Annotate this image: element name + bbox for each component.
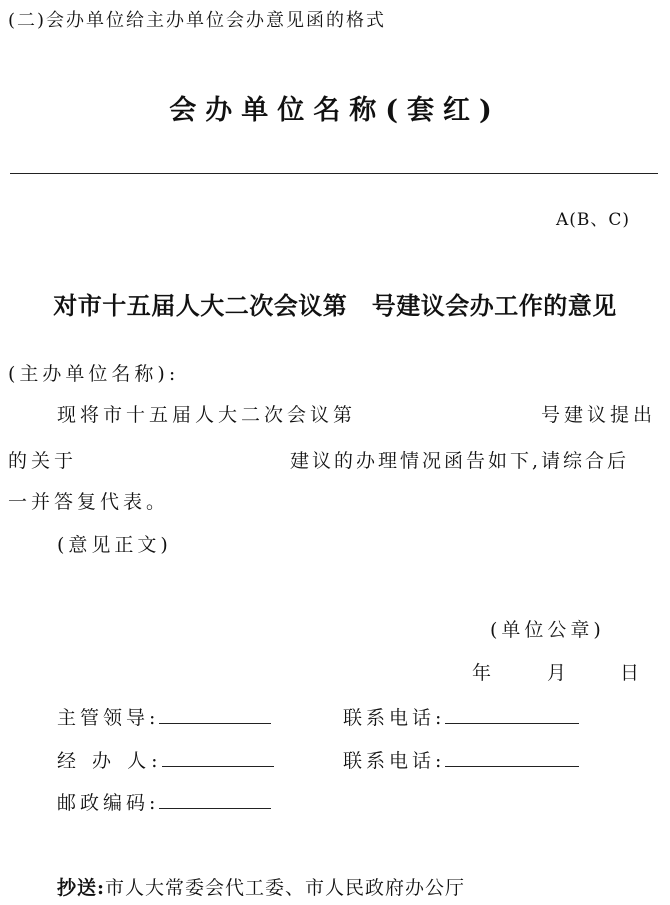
paragraph-line1-start: 现将市十五届人大二次会议第 xyxy=(57,404,357,426)
carbon-copy xyxy=(57,873,465,900)
body-placeholder: (意见正文) xyxy=(57,534,172,556)
phone2-label: 联系电话: xyxy=(343,750,446,772)
paragraph-line2-start: 的关于 xyxy=(8,450,78,472)
postcode-blank xyxy=(159,788,271,809)
postcode-field xyxy=(57,788,271,815)
document-number: A(B、C) xyxy=(555,210,630,230)
date-day: 日 xyxy=(620,662,640,684)
phone1-label: 联系电话: xyxy=(343,707,446,729)
supervisor-label: 主管领导: xyxy=(57,707,160,729)
section-heading: (二)会办单位给主办单位会办意见函的格式 xyxy=(8,10,387,31)
seal-placeholder: (单位公章) xyxy=(490,619,605,641)
header-rule xyxy=(10,173,658,174)
phone2-field xyxy=(343,746,579,773)
addressee: (主办单位名称): xyxy=(8,363,180,385)
document-title: 对市十五届人大二次会议第 号建议会办工作的意见 xyxy=(53,291,617,320)
cc-label: 抄送: xyxy=(57,877,106,899)
cc-recipients: 市人大常委会代工委、市人民政府办公厅 xyxy=(105,877,466,899)
paragraph-line1-end: 号建议提出 xyxy=(541,404,657,426)
phone1-field xyxy=(343,703,579,730)
date-year: 年 xyxy=(472,662,492,684)
org-name-title: 会办单位名称(套红) xyxy=(169,95,501,126)
date-month: 月 xyxy=(547,662,567,684)
paragraph-line2-end: 建议的办理情况函告如下,请综合后 xyxy=(290,450,630,472)
supervisor-field xyxy=(57,703,271,730)
phone1-blank xyxy=(445,703,579,724)
handler-label: 经 办 人: xyxy=(57,750,163,772)
supervisor-blank xyxy=(159,703,271,724)
phone2-blank xyxy=(445,746,579,767)
handler-field xyxy=(57,746,274,773)
handler-blank xyxy=(162,746,274,767)
postcode-label: 邮政编码: xyxy=(57,792,160,814)
paragraph-line3: 一并答复代表。 xyxy=(8,491,170,513)
date-line xyxy=(472,658,639,685)
